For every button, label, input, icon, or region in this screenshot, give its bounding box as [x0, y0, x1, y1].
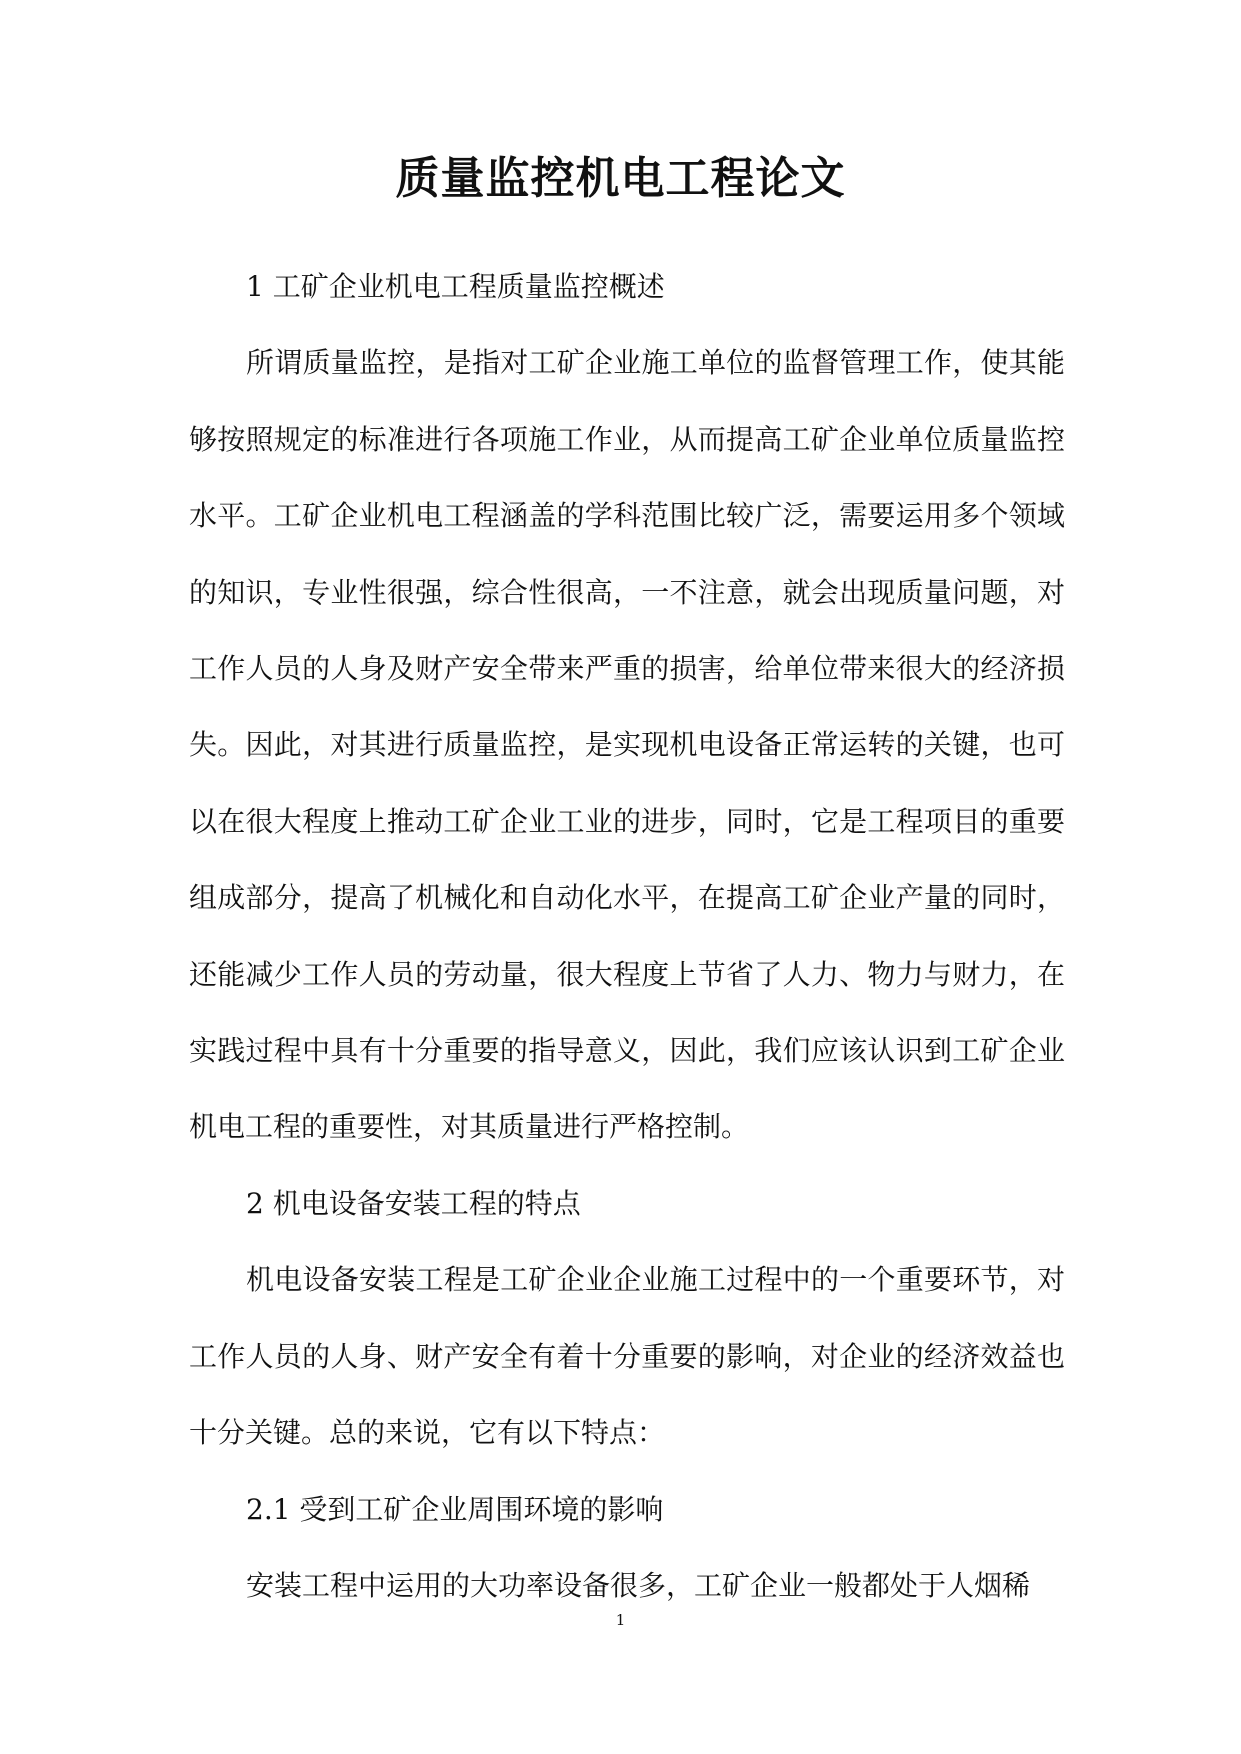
- section-heading-2-1: 2.1 受到工矿企业周围环境的影响: [246, 1492, 664, 1526]
- page-number: 1: [615, 1611, 626, 1629]
- document-title: 质量监控机电工程论文: [395, 153, 846, 204]
- paragraph-3: 安装工程中运用的大功率设备很多，工矿企业一般都处于人烟稀: [246, 1568, 1031, 1602]
- document-body: [189, 249, 1065, 1624]
- section-heading-2: 2 机电设备安装工程的特点: [246, 1186, 581, 1220]
- paragraph-2: 机电设备安装工程是工矿企业企业施工过程中的一个重要环节，对工作人员的人身、财产安全有着十分重要的影响，对企业的经济效益也十分关键。总的来说，它有以下特点：: [189, 1263, 1065, 1450]
- paragraph-1: 所谓质量监控，是指对工矿企业施工单位的监督管理工作，使其能够按照规定的标准进行各项施工作业，从而提高工矿企业单位质量监控水平。工矿企业机电工程涵盖的学科范围比较广泛，需要运用多个领域的知识，专业性很强，综合性很高，一不注意，就会出现质量问题，对工作人员的人身及财产安全带来严重的损害，给单位带来很大的经济损失。因此，对其进行质量监控，是实现机电设备正常运转的关键，也可以在很大程度上推动工矿企业工业的进步，同时，它是工程项目的重要组成部分，提高了机械化和自动化水平，在提高工矿企业产量的同时，还能减少工作人员的劳动量，很大程度上节省了人力、物力与财力，在实践过程中具有十分重要的指导意义，因此，我们应该认识到工矿企业机电工程的重要性，对其质量进行严格控制。: [189, 346, 1065, 1144]
- section-heading-1: 1 工矿企业机电工程质量监控概述: [246, 270, 665, 303]
